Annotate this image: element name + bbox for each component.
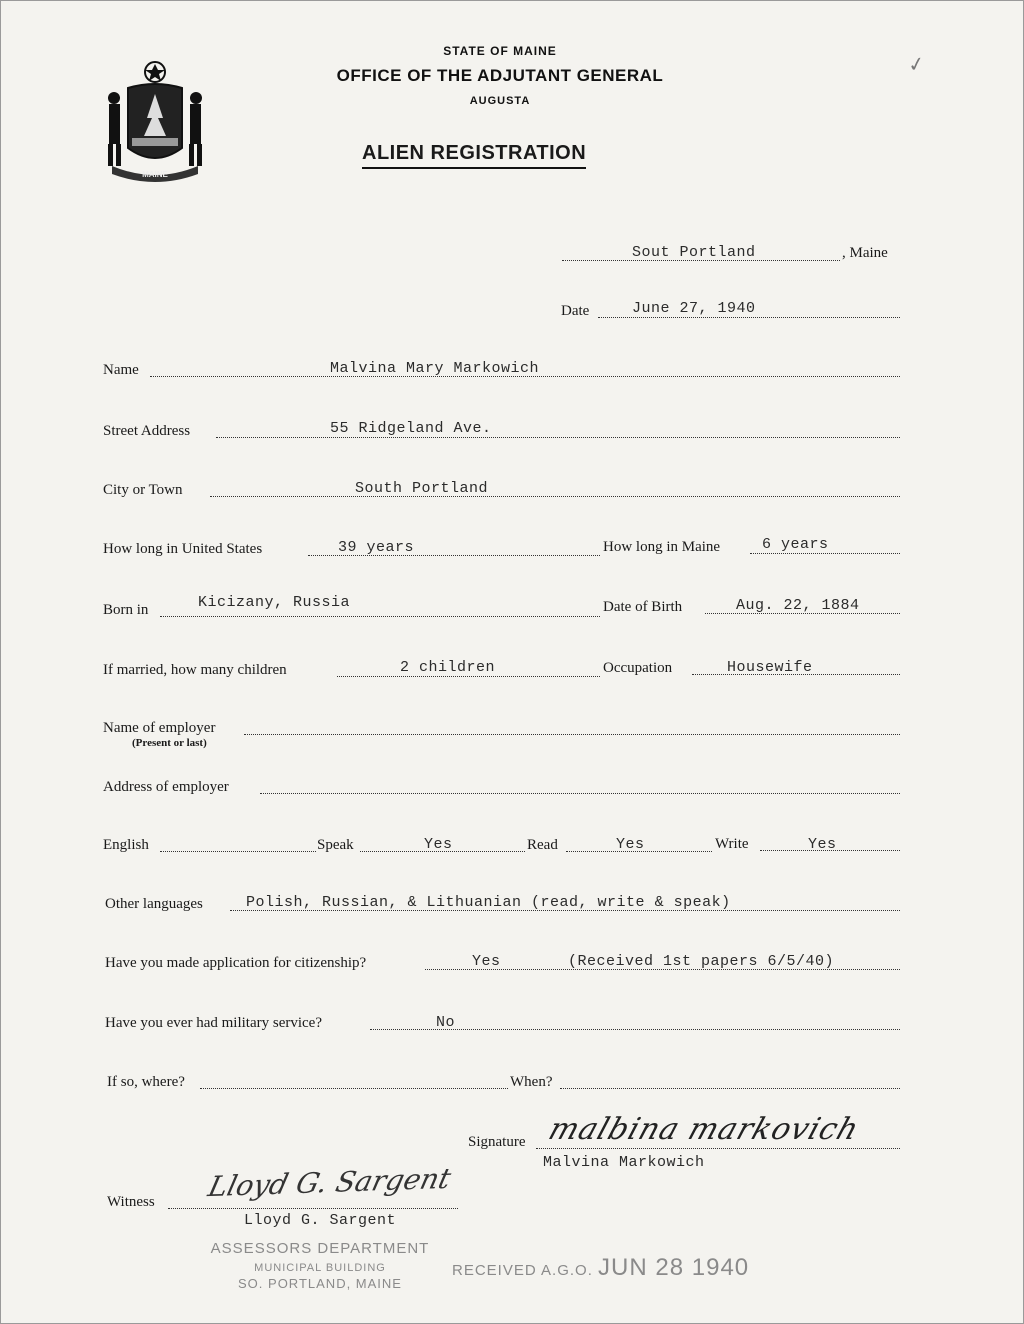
english-line [160,851,316,852]
military-label: Have you ever had military service? [105,1015,322,1031]
city-value: South Portland [355,480,489,497]
dob-label: Date of Birth [603,599,683,615]
when-label: When? [510,1074,553,1090]
military-value: No [436,1014,456,1031]
header-city: AUGUSTA [469,95,531,107]
assessors-stamp-line2: MUNICIPAL BUILDING [254,1262,386,1274]
write-label: Write [715,836,749,852]
employer-sublabel: (Present or last) [132,737,207,749]
place-value: Sout Portland [632,244,756,261]
form-title: ALIEN REGISTRATION [362,142,586,169]
witness-typed: Lloyd G. Sargent [244,1212,397,1229]
children-line [337,676,600,677]
header-state: STATE OF MAINE [443,44,557,58]
when-line [560,1088,900,1089]
speak-value: Yes [424,836,453,853]
occupation-label: Occupation [603,660,673,676]
read-value: Yes [616,836,645,853]
received-stamp [452,1254,749,1282]
born-in-value: Kicizany, Russia [198,594,351,611]
in-us-value: 39 years [338,539,415,556]
employer-addr-line [260,793,900,794]
write-value: Yes [808,836,837,853]
signature-label: Signature [468,1134,526,1150]
other-lang-label: Other languages [105,896,203,912]
born-in-line [160,616,600,617]
street-line [216,437,900,438]
witness-handwritten: Lloyd G. Sargent [205,1161,455,1204]
date-value: June 27, 1940 [632,300,756,317]
where-line [200,1088,508,1089]
employer-line [244,734,900,735]
street-label: Street Address [103,423,191,439]
seal-label: MAINE [142,170,168,179]
place-suffix: , Maine [842,245,888,261]
city-line [210,496,900,497]
check-mark-icon: ✓ [906,50,927,78]
received-stamp-date: JUN 28 1940 [598,1254,750,1281]
received-stamp-text: RECEIVED A.G.O. [452,1262,593,1279]
signature-typed: Malvina Markowich [543,1154,705,1171]
witness-label: Witness [107,1194,155,1210]
employer-addr-label: Address of employer [103,779,229,795]
state-seal-icon [100,58,210,183]
date-label: Date [561,303,590,319]
street-value: 55 Ridgeland Ave. [330,420,492,437]
in-maine-label: How long in Maine [603,539,721,555]
signature-line [536,1148,900,1149]
name-label: Name [103,362,139,378]
assessors-stamp-line1: ASSESSORS DEPARTMENT [210,1240,430,1257]
citizenship-value: Yes [472,953,501,970]
employer-label: Name of employer [103,720,216,736]
witness-line [168,1208,458,1209]
assessors-stamp-line3: SO. PORTLAND, MAINE [238,1276,402,1291]
read-label: Read [527,837,558,853]
in-us-label: How long in United States [103,541,263,557]
name-value: Malvina Mary Markowich [330,360,540,377]
citizenship-label: Have you made application for citizenship? [105,955,367,971]
speak-label: Speak [317,837,354,853]
in-maine-value: 6 years [762,536,829,553]
city-label: City or Town [103,482,183,498]
where-label: If so, where? [107,1074,185,1090]
children-value: 2 children [400,659,496,676]
citizenship-note: (Received 1st papers 6/5/40) [568,953,835,970]
born-in-label: Born in [103,602,149,618]
children-label: If married, how many children [103,662,287,678]
header-office: OFFICE OF THE ADJUTANT GENERAL [336,66,664,85]
in-maine-line [750,553,900,554]
dob-value: Aug. 22, 1884 [736,597,860,614]
occupation-value: Housewife [727,659,813,676]
date-line [598,317,900,318]
english-label: English [103,837,149,853]
other-lang-value: Polish, Russian, & Lithuanian (read, write & speak) [246,894,731,911]
signature-handwritten: malbina markovich [544,1112,864,1147]
